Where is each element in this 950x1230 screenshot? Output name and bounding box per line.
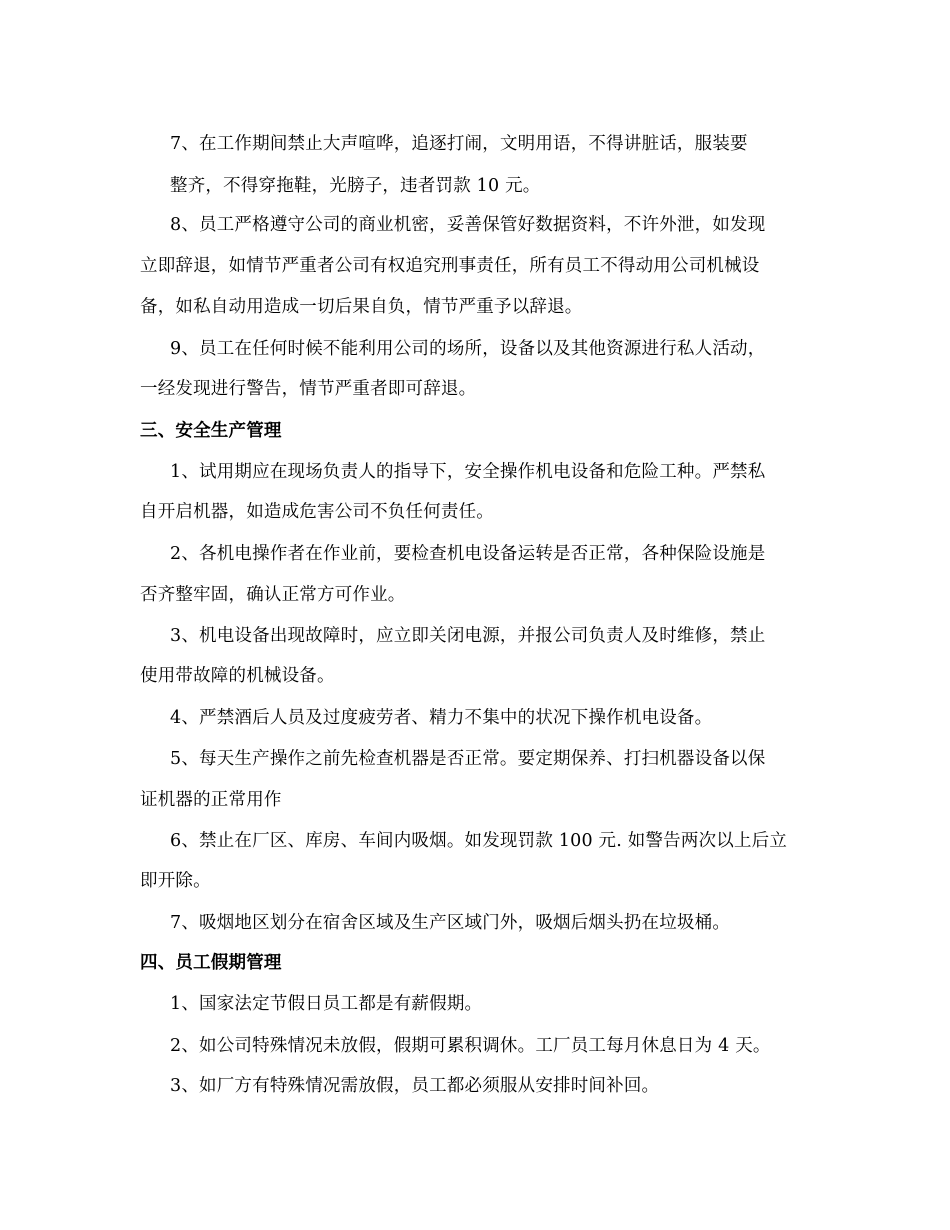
safety-rule-1-line-2: 自开启机器，如造成危害公司不负任何责任。 [140, 502, 494, 522]
safety-rule-2-line-2: 否齐整牢固，确认正常方可作业。 [140, 585, 406, 605]
safety-rule-7: 7、吸烟地区划分在宿舍区域及生产区域门外，吸烟后烟头扔在垃圾桶。 [170, 913, 731, 933]
rule-8-line-3: 备，如私自动用造成一切后果自负，情节严重予以辞退。 [140, 297, 583, 317]
safety-rule-1-line-1: 1、试用期应在现场负责人的指导下，安全操作机电设备和危险工种。严禁私 [170, 462, 766, 482]
section-heading-holidays: 四、员工假期管理 [140, 953, 282, 973]
rule-8-line-2: 立即辞退，如情节严重者公司有权追究刑事责任，所有员工不得动用公司机械设 [140, 256, 760, 276]
safety-rule-5-line-1: 5、每天生产操作之前先检查机器是否正常。要定期保养、打扫机器设备以保 [170, 749, 766, 769]
holiday-rule-3: 3、如厂方有特殊情况需放假，员工都必须服从安排时间补回。 [170, 1076, 660, 1096]
safety-rule-3-line-2: 使用带故障的机械设备。 [140, 666, 335, 686]
rule-7-line-1: 7、在工作期间禁止大声喧哗，追逐打闹，文明用语，不得讲脏话，服装要 [170, 134, 748, 154]
holiday-rule-2: 2、如公司特殊情况未放假，假期可累积调休。工厂员工每月休息日为 4 天。 [170, 1036, 771, 1056]
rule-8-line-1: 8、员工严格遵守公司的商业机密，妥善保管好数据资料，不许外泄，如发现 [170, 215, 766, 235]
safety-rule-3-line-1: 3、机电设备出现故障时，应立即关闭电源，并报公司负责人及时维修，禁止 [170, 626, 766, 646]
safety-rule-6-line-2: 即开除。 [140, 871, 211, 891]
rule-9-line-1: 9、员工在任何时候不能利用公司的场所，设备以及其他资源进行私人活动， [170, 339, 766, 359]
safety-rule-5-line-2: 证机器的正常用作 [140, 790, 282, 810]
safety-rule-6-line-1: 6、禁止在厂区、库房、车间内吸烟。如发现罚款 100 元. 如警告两次以上后立 [170, 831, 788, 851]
holiday-rule-1: 1、国家法定节假日员工都是有薪假期。 [170, 994, 483, 1014]
section-heading-safety: 三、安全生产管理 [140, 421, 282, 441]
rule-9-line-2: 一经发现进行警告，情节严重者即可辞退。 [140, 379, 477, 399]
safety-rule-2-line-1: 2、各机电操作者在作业前，要检查机电设备运转是否正常，各种保险设施是 [170, 544, 766, 564]
safety-rule-4: 4、严禁酒后人员及过度疲劳者、精力不集中的状况下操作机电设备。 [170, 708, 713, 728]
rule-7-line-2: 整齐，不得穿拖鞋，光膀子，违者罚款 10 元。 [170, 176, 541, 196]
